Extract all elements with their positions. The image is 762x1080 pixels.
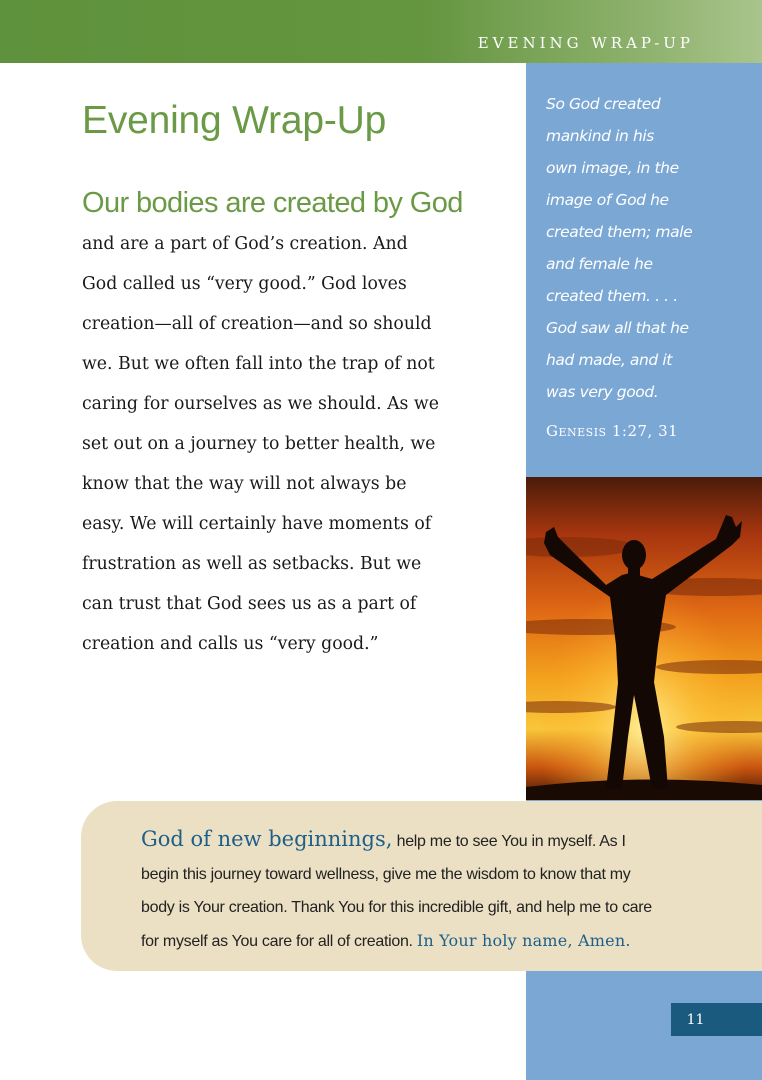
body-line: creation—all of creation—and so should [82,314,432,334]
prayer-box [81,801,762,971]
body-line: caring for ourselves as we should. As we [82,394,439,414]
body-line: God called us “very good.” God loves [82,274,407,294]
prayer-opening: God of new beginnings, [141,827,393,851]
body-line: set out on a journey to better health, we [82,434,436,454]
body-line: creation and calls us “very good.” [82,634,379,654]
prayer-line: begin this journey toward wellness, give me the wisdom to know that my [141,866,631,883]
page-title: Evening Wrap-Up [82,99,387,142]
body-line: easy. We will certainly have moments of [82,514,432,534]
quote-line: created them; male [546,223,693,241]
lead-in-text: Our bodies are created by God [82,187,463,219]
prayer-line [141,924,741,958]
body-paragraph [82,184,522,664]
body-line: know that the way will not always be [82,474,407,494]
header-bar [0,0,762,63]
quote-line: image of God he [546,191,669,209]
quote-line: God saw all that he [546,319,689,337]
body-line: frustration as well as setbacks. But we [82,554,422,574]
quote-line: So God created [546,95,661,113]
sunset-silhouette-photo [526,477,762,800]
prayer-line [141,823,741,858]
prayer-text [141,823,741,958]
prayer-closing: In Your holy name, Amen. [416,931,631,950]
quote-line: mankind in his [546,127,654,145]
prayer-line-1-rest: help me to see You in myself. As I [392,833,626,850]
quote-line: created them. . . . [546,287,678,305]
quote-line: and female he [546,255,653,273]
page-number: 11 [671,1003,762,1036]
body-line: and are a part of God’s creation. And [82,234,408,254]
scripture-quote [546,88,746,408]
prayer-line-4: for myself as You care for all of creation. [141,933,417,950]
running-header: EVENING WRAP-UP [477,34,694,52]
body-line: can trust that God sees us as a part of [82,594,417,614]
prayer-line: body is Your creation. Thank You for this incredible gift, and help me to care [141,899,652,916]
quote-line: was very good. [546,383,659,401]
quote-line: had made, and it [546,351,672,369]
body-line: we. But we often fall into the trap of not [82,354,435,374]
quote-line: own image, in the [546,159,679,177]
scripture-reference: Genesis 1:27, 31 [546,422,679,440]
